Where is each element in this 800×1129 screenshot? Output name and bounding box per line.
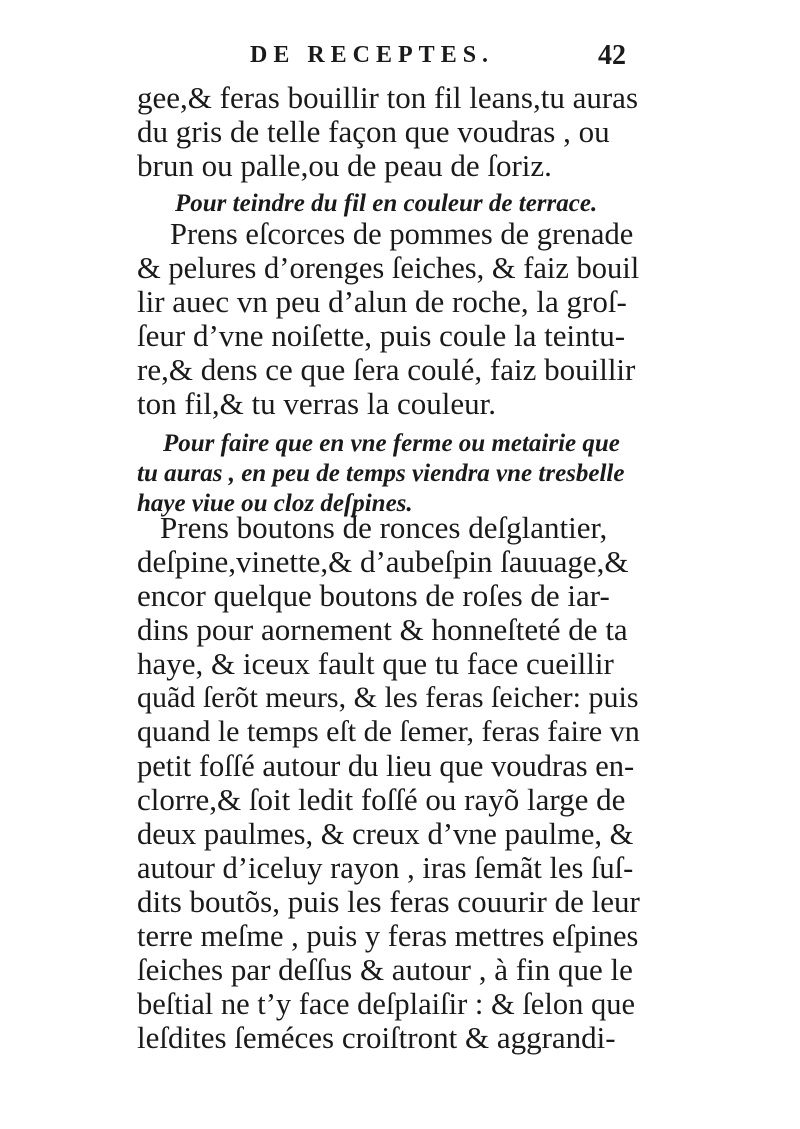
- text-line: beſtial ne t’y face deſplaiſir : & ſelon que: [137, 987, 635, 1021]
- text-line: Prens boutons de ronces deſglantier,: [160, 510, 608, 545]
- text-line: ton fil,& tu verras la couleur.: [137, 386, 496, 421]
- text-line: petit foſſé autour du lieu que voudras en-: [137, 749, 635, 783]
- text-line: du gris de telle façon que voudras , ou: [137, 114, 610, 149]
- section-heading: Pour teindre du fil en couleur de terrace.: [175, 190, 598, 217]
- text-line: gee,& feras bouillir ton fil leans,tu auras: [137, 80, 639, 115]
- text-line: quand le temps eſt de ſemer, feras faire vn: [137, 715, 640, 748]
- text-line: lir auec vn peu d’alun de roche, la groſ-: [137, 284, 627, 319]
- text-line: dins pour aornement & honneſteté de ta: [137, 612, 628, 647]
- text-line: deſpine,vinette,& d’aubeſpin ſauuage,&: [137, 544, 629, 579]
- text-line: dits boutõs, puis les feras couurir de leur: [137, 884, 640, 919]
- text-line: & pelures d’orenges ſeiches, & faiz bouil: [137, 251, 640, 285]
- text-line: autour d’iceluy rayon , iras ſemãt les ſuſ-: [137, 851, 634, 885]
- text-line: Prens eſcorces de pommes de grenade: [170, 217, 634, 251]
- section-heading: haye viue ou cloz deſpines.: [137, 490, 413, 517]
- running-title: DE RECEPTES.: [250, 42, 495, 68]
- text-line: haye, & iceux fault que tu face cueillir: [137, 646, 614, 681]
- text-line: clorre,& ſoit ledit foſſé ou rayõ large de: [137, 782, 626, 817]
- text-line: quãd ſerõt meurs, & les feras ſeicher: puis: [137, 681, 639, 714]
- text-line: re,& dens ce que ſera coulé, faiz bouillir: [137, 352, 636, 387]
- page-number: 42: [598, 40, 626, 71]
- section-heading: tu auras , en peu de temps viendra vne tresbelle: [137, 460, 625, 487]
- text-line: brun ou palle,ou de peau de ſoriz.: [137, 148, 552, 183]
- text-line: ſeiches par deſſus & autour , à fin que le: [137, 952, 633, 987]
- text-line: encor quelque boutons de roſes de iar-: [137, 578, 610, 613]
- text-line: ſeur d’vne noiſette, puis coule la teintu-: [137, 318, 626, 353]
- section-heading: Pour faire que en vne ferme ou metairie que: [163, 430, 620, 457]
- text-line: leſdites ſeméces croiſtront & aggrandi-: [137, 1020, 616, 1055]
- text-line: terre meſme , puis y feras mettres eſpines: [137, 919, 639, 953]
- text-line: deux paulmes, & creux d’vne paulme, &: [137, 817, 634, 851]
